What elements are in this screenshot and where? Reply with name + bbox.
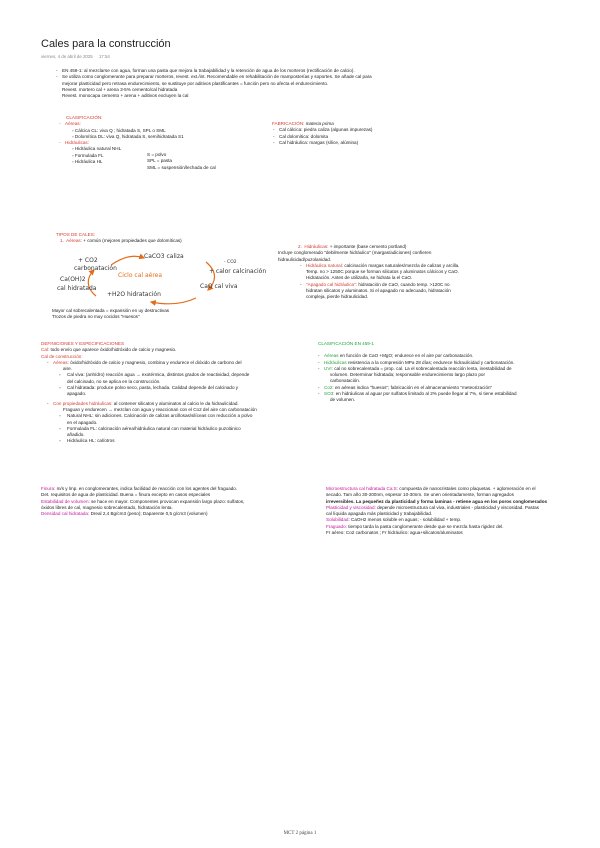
tipos-aereas-label: Aéreas: bbox=[66, 238, 82, 244]
finura-line: óxidos libres de cal, magnesio sobrecalentado, hidratación lenta. bbox=[41, 504, 173, 510]
note-line: Trozos de piedra no muy cocidos "Huesos" bbox=[52, 314, 140, 320]
diagram-node-calor: + calor calcinación bbox=[209, 268, 267, 275]
page-date bbox=[41, 54, 110, 59]
tipos-hidraulicas-section: 2. Hidráulicas: + importante (base cemento portland) Incluye conglomerado "debilmente hidráulico" (margas/adiciones) confieren hidraulicidad/puzolanidad. - Hidráulica natural: calcinación margas naturales/mezcla de calizas y arcilla. Temp. no > 1250C porque se forman silicatos y aluminatos cálcicos y CaO. Hidratación. Antes de utilizarla, se hidrata la el CaO. - "Apagado cal hidráulica": hidratación de CaO, cuando temp. >120C no hidratan silicatos y aluminatos. Si el apagado no adecuado, hidratación compleja, pierde hidraulicidad. bbox=[278, 244, 460, 300]
fabricacion-item: - Cal dolomítica: dolomita bbox=[272, 134, 372, 140]
micro-line: Microestructura cal hidratada Ca:S: compuesta de nanocristales como plaquetas. + aglomeración en el bbox=[326, 486, 536, 491]
intro-line: - Se utiliza como conglomerante para preparar morteros, revest. ext./int. Recomendable en rehabilitación de mamposterías y soportes. Se añade cal para bbox=[55, 74, 372, 80]
apagado-label: "Apagado cal hidráulica": bbox=[306, 281, 358, 287]
fabricacion-item: - Cal hidráulica: margas (sílice, alúmina) bbox=[272, 140, 372, 146]
fabricacion-item: - Cal cálcica: piedra caliza (algunas impurezas) bbox=[272, 127, 372, 133]
legend-line: S = polvo bbox=[147, 152, 167, 157]
legend-block bbox=[147, 152, 216, 171]
arrow-bottom bbox=[151, 298, 196, 304]
tipos-hidraulicas-label: Hidráulicas: bbox=[304, 244, 329, 249]
clasificacion-en-heading: CLASIFICACIÓN EN 459-1 bbox=[318, 341, 374, 346]
note-line: Mayor cal sobrecalentada = expansión en uy destructivas bbox=[52, 308, 170, 313]
hidraulicas-line: hidraulicidad/puzolanidad. bbox=[278, 256, 332, 262]
hidraulicas-label: - Hidráulicas: bbox=[58, 140, 184, 146]
micro-line: Fr aéreo: Co2 carbonatos ; Fr hidráulico: agua+silicatos/aluminatos bbox=[326, 530, 463, 536]
tipos-aereas-text: + común (mejores propiedades que dolomíticas) bbox=[83, 238, 182, 244]
finura-line: Det. requisitos de agua de plasticidad. Buena = finura excepto en casos especiales bbox=[41, 492, 211, 498]
aereas-label: - Aéreas: bbox=[58, 121, 184, 127]
fabricacion-section bbox=[272, 121, 372, 146]
fabricacion-subheading: materia prima bbox=[305, 121, 334, 126]
micro-block bbox=[326, 486, 547, 536]
page-title: Cales para la construcción bbox=[41, 38, 171, 50]
micro-line: Solubilidad: CaOH2 menos soluble en aguas; - solubilidad + temp. bbox=[326, 517, 462, 523]
aereas-item: ▫ Dolomítica DL: viva Q, hidratada S, semihidratada S1 bbox=[72, 133, 184, 139]
finura-line: Densidad cal hidratada: Dreal 2,4 Bg/cm3 (peso); Daparente 0,5 g/cm3 (volumen) bbox=[41, 511, 208, 517]
after-diagram-notes bbox=[52, 308, 169, 321]
intro-line: mejorar plasticidad pero retrasa endurecimiento, se sustituye por aditivos plastificantes = función pero no afecta el endurecimiento. bbox=[62, 80, 329, 86]
finura-line: Estabilidad de volumen: se hace en mayor. Componentes provocan expansión largo plazo: sulfatos, bbox=[41, 498, 245, 504]
diagram-node-carbonatacion: carbonatación bbox=[74, 265, 117, 272]
micro-line: cal líquida apagada más plasticidad y trabajabilidad. bbox=[326, 511, 433, 517]
micro-line: irreversibles. La pequeñez da plasticidad y forma laminas - retiene agua en los poros conglomerados bbox=[326, 498, 548, 504]
hidraulicas-item: ▫ Hidráulica natural NHL bbox=[72, 146, 122, 152]
hidraulicas-item: ▫ Formulada FL bbox=[72, 152, 104, 158]
diagram-node-minus-co2: - CO2 bbox=[224, 260, 237, 265]
finura-line: Finura: m/s y lmp. en conglomerantes, indica facilidad de reacción con los agentes del fraguado. bbox=[41, 486, 238, 491]
intro-block bbox=[55, 68, 372, 99]
micro-line: Plasticidad y viscosidad: depende microestructura cal viva, industriales - plasticidad y viscosidad. Pastas bbox=[326, 504, 539, 510]
clasificacion-en-section: CLASIFICACIÓN EN 459-1 - Aéreas en función de CaO +MgO; endurece en el aire por carbonatación. - Hidráulicas resistencia a la compresión MPa 28 días; endurece hidraulicidad y carbonatación. - UVI: cal no sobrecalentada = prop. cal. La el sobrecalentada reacción lenta, inestabilidad de volumen. Determinar hidratada; responsable endurecimiento largo plazo por carbonatación. - Co2: en aéreas indica "huesos"; fabricación en el almacenamiento "meteorización" - SO3: en hidráulicas al aguar por sulfatos limitado al 2% puede llegar al 7%, si tiene estabilidad de volumen. bbox=[318, 341, 517, 403]
definiciones-heading: DEFINICIONES Y ESPECIFICACIONES bbox=[41, 341, 125, 346]
arrow-top bbox=[111, 256, 144, 265]
micro-line: secado. Tam año 30-200nm, espesor 10-30nm. Se unen orientadamente, forman agregados bbox=[326, 492, 514, 498]
date-text: viernes, 4 de abril de 2025 bbox=[41, 54, 93, 59]
intro-line: Revest. monocapa cemento + arena + aditivos excluyen la cal bbox=[62, 93, 189, 99]
diagram-node-cal-hidratada: cal hidratada bbox=[57, 285, 97, 292]
definiciones-section: DEFINICIONES Y ESPECIFICACIONES Cal: todo envío que aparece óxido/hidróxido de calcio y magnesio. Cal de construcción: - Aéreas: óxido/hidróxido de calcio y magnesio, combina y endurece el dióxido de carbono del aire. ▫ Cal viva: (anhídro) reacción agua → exotérmica, distintos grados de reactividad, depende del calcinado, no se aplica en la construcción. ▫ Cal hidratada: produce polvo seco, pasta, lechada. Calidad depende del calcinado y apagado. - Con propiedades hidráulicas: al contener silicatos y aluminatos al calcio le da hidraulicidad. Fraguan y endurecen → mezclan con agua y reaccionan con el Co2 del aire con carbonatación ▫ Natural NHL: sin adiciones. Calcinación de calizas arcillosas/silíceas con reducción a polvo en el apagado. ▫ Formulada FL: calcinación aérea/hidráulica natural con material hidráulico puzolánico añadido. ▫ Hidráulica HL: cal/otros bbox=[41, 341, 257, 444]
aereas-item: ▫ Cálcica CL: viva Q ; hidratada S, SPL o SML bbox=[72, 127, 166, 133]
diagram-node-caoh2: Ca(OH)2 bbox=[60, 276, 86, 283]
construccion-label: Cal de construcción: bbox=[41, 353, 83, 359]
diagram-node-hidratacion: +H2O hidratación bbox=[107, 291, 161, 298]
legend-line: SPL = pasta bbox=[147, 158, 172, 164]
tipos-heading: TIPOS DE CALES: bbox=[56, 232, 96, 237]
hidraulicas-item: ▫ Hidráulica HL bbox=[72, 159, 103, 165]
hidraulicas-line: Incluye conglomerado "debilmente hidráulico" (margas/adiciones) confieren bbox=[278, 250, 432, 256]
diagram-node-co2: + CO2 bbox=[78, 257, 98, 264]
diagram-node-caco3: CaCO3 caliza bbox=[144, 253, 184, 260]
micro-line: Fraguado: tiempo tarda la pasta conglomerante desde que se mezcla hasta rigidez del. bbox=[326, 523, 504, 529]
tipos-section: TIPOS DE CALES: 1. Aéreas: + común (mejores propiedades que dolomíticas) bbox=[52, 232, 182, 245]
arrow-left bbox=[88, 270, 96, 296]
intro-line: Revest. mortero cal + arena 3-5% cemento/cal hidratada bbox=[62, 86, 178, 92]
diagram-center-label: Ciclo cal aérea bbox=[118, 272, 163, 279]
legend-line: SML = suspensión/lechada de cal bbox=[147, 164, 216, 170]
time-text: 17:54 bbox=[98, 54, 110, 59]
intro-line: - EN 459-1: al mezclarse con agua, forman una pasta que mejora la trabajabilidad y la retención de agua de los morteros (rectificación de calcio). bbox=[55, 68, 372, 74]
diagram-node-cao: CaO cal viva bbox=[200, 283, 238, 290]
fabricacion-heading: FABRICACIÓN: bbox=[272, 121, 305, 126]
clasificacion-heading: CLASIFICACIÓN: bbox=[66, 115, 103, 120]
natural-label: Hidráulica natural: bbox=[306, 262, 344, 268]
page-footer: MCT 2 página 1 bbox=[283, 831, 317, 836]
finura-block bbox=[41, 486, 244, 517]
